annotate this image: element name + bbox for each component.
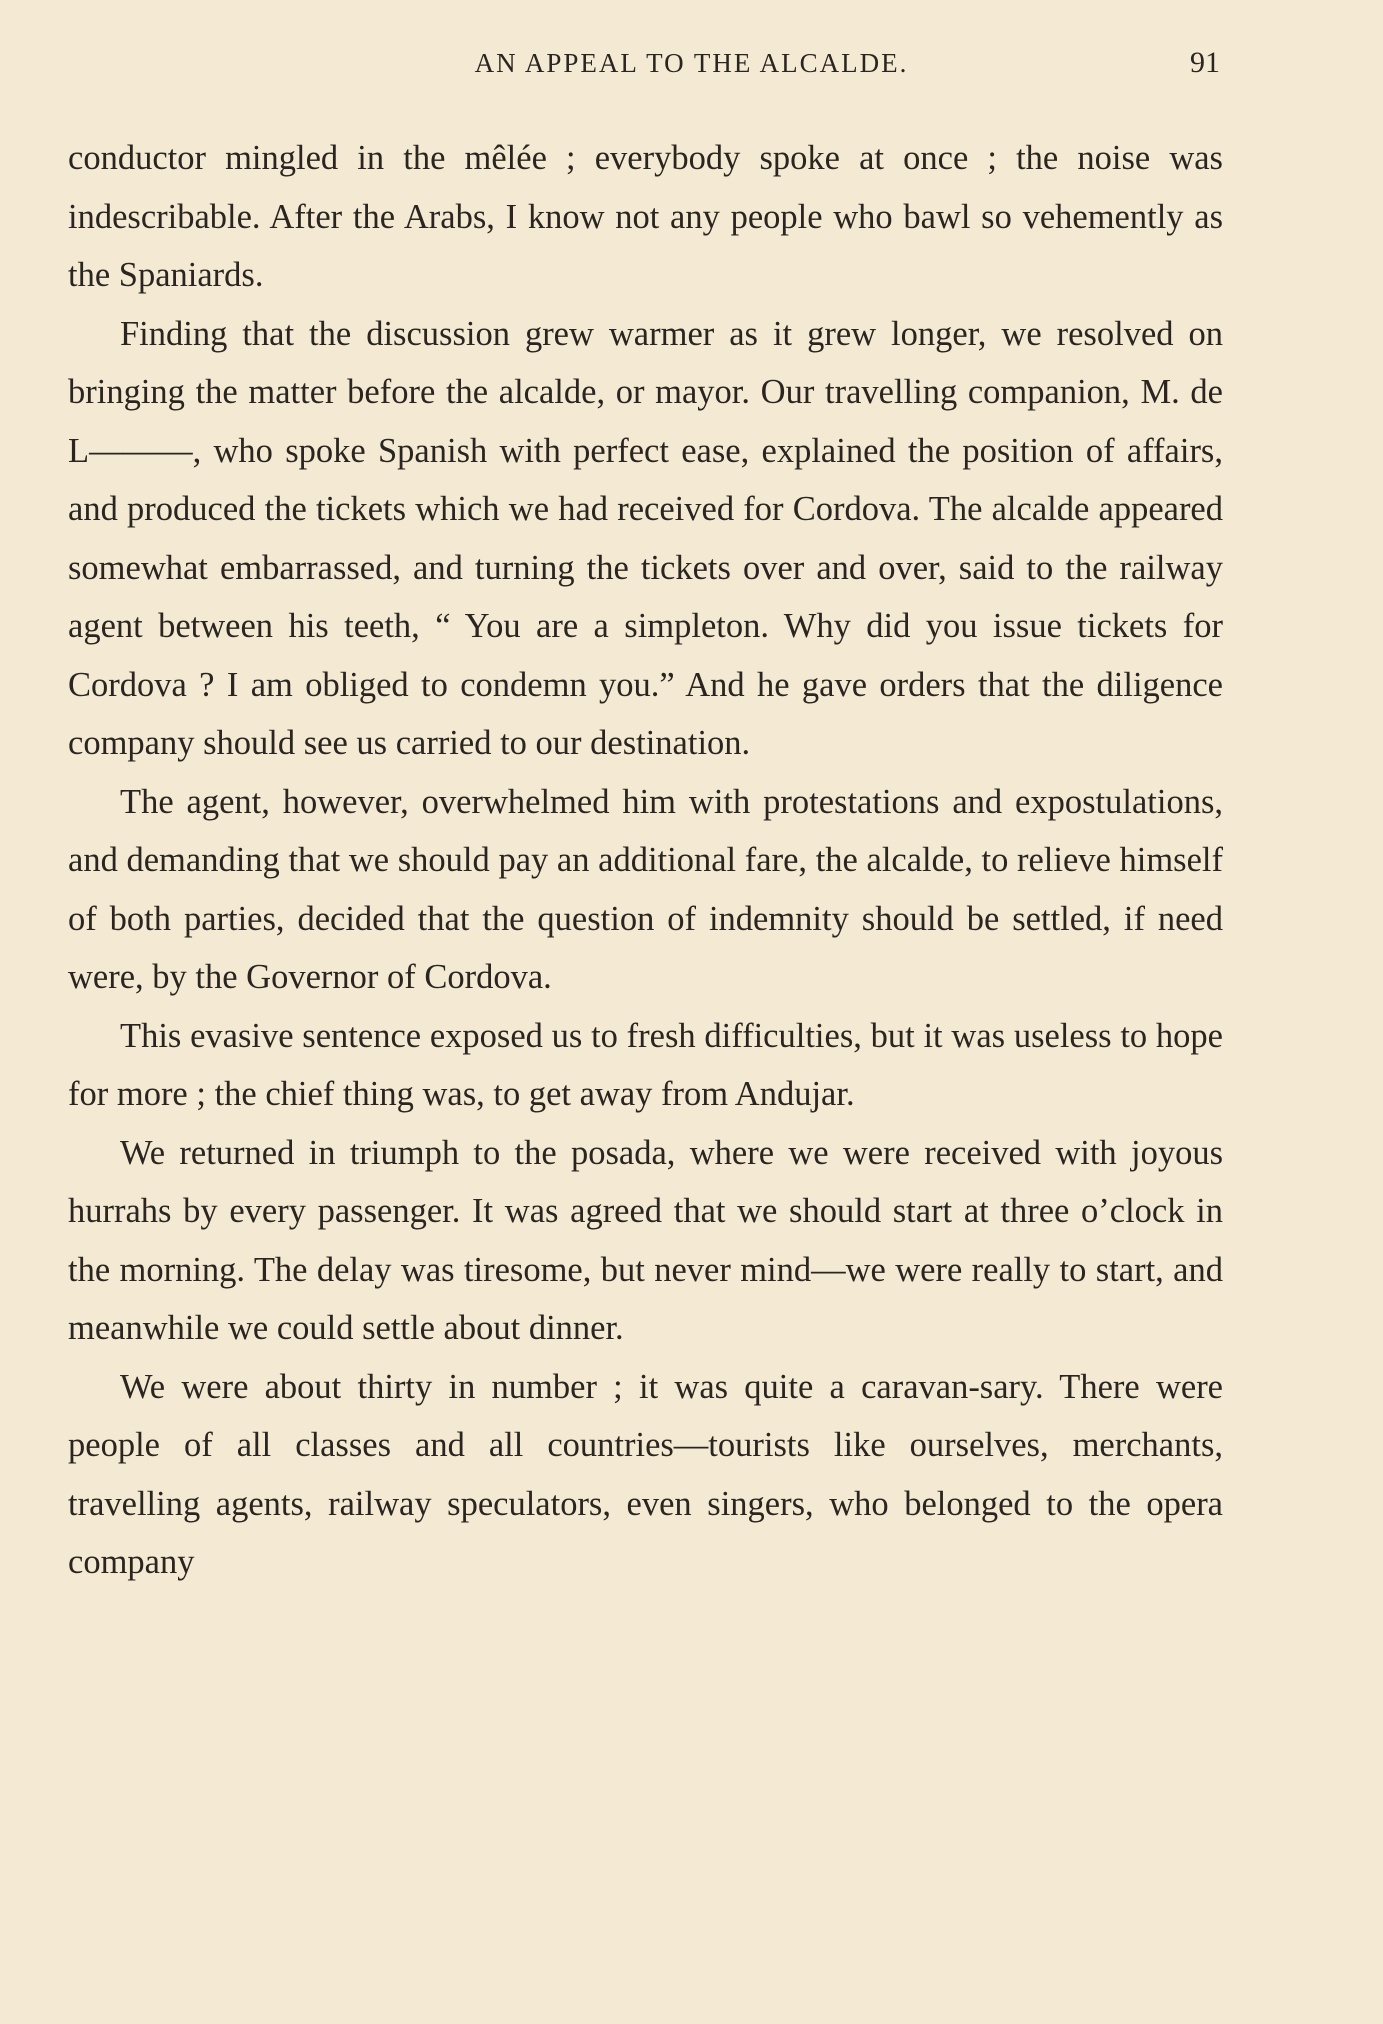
running-head — [0, 44, 1383, 84]
running-title: AN APPEAL TO THE ALCALDE. — [474, 48, 909, 78]
page-number: 91 — [1190, 46, 1220, 79]
paragraph-2: Finding that the discussion grew warmer as it grew longer, we resolved on bringing the matter before the alcalde, or mayor. Our travelling companion, M. de L———, who spoke Spanish with perfect ease, explained the position of affairs, and produced the tickets which we had received for Cordova. The alcalde appeared somewhat embarrassed, and turning the tickets over and over, said to the railway agent between his teeth, “ You are a simpleton. Why did you issue tickets for Cordova ? I am obliged to condemn you.” And he gave orders that the diligence company should see us carried to our destination. — [68, 314, 1223, 762]
body-text — [68, 129, 1223, 1592]
paragraph-1: conductor mingled in the mêlée ; everybody spoke at once ; the noise was indescribable. After the Arabs, I know not any people who bawl so vehemently as the Spaniards. — [68, 139, 1223, 294]
paragraph-5: We returned in triumph to the posada, where we were received with joyous hurrahs by every passenger. It was agreed that we should start at three o’clock in the morning. The delay was tiresome, but never mind—we were really to start, and meanwhile we could settle about dinner. — [68, 1133, 1223, 1347]
paragraph-3: The agent, however, overwhelmed him with protestations and expostulations, and demanding that we should pay an additional fare, the alcalde, to relieve himself of both parties, decided that the question of indemnity should be settled, if need were, by the Governor of Cordova. — [68, 782, 1223, 996]
paragraph-4: This evasive sentence exposed us to fresh difficulties, but it was useless to hope for more ; the chief thing was, to get away from Andujar. — [68, 1016, 1223, 1113]
paragraph-6: We were about thirty in number ; it was quite a caravan-sary. There were people of all classes and all countries—tourists like ourselves, merchants, travelling agents, railway speculators, even singers, who belonged to the opera company — [68, 1367, 1223, 1581]
